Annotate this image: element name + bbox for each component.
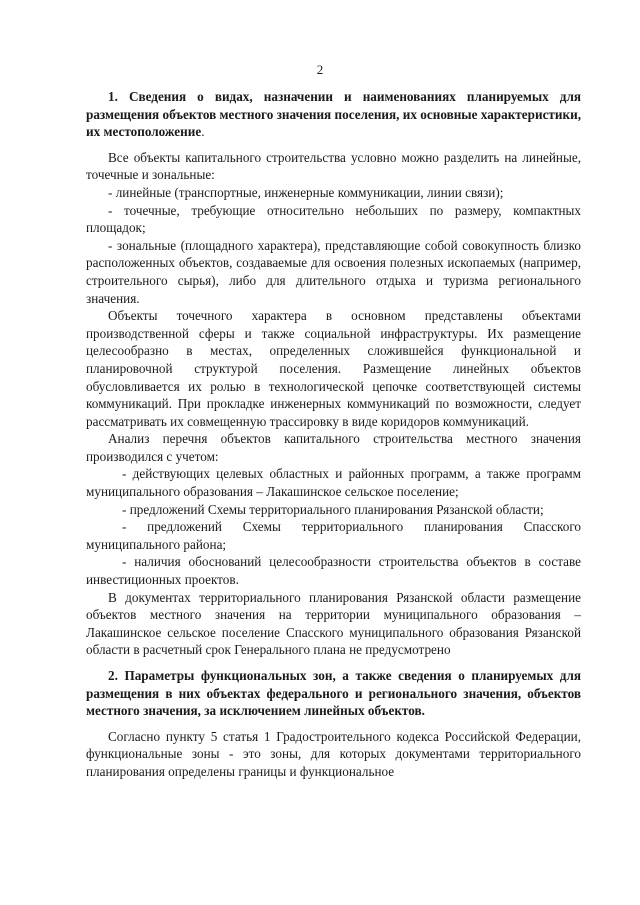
list-item-zonal: - зональные (площадного характера), представляющие собой совокупность близко расположенных объектов, создаваемые для освоения полезных ископаемых (например, строительного сырья), либо для длительного отдыха и туризма регионального значения. xyxy=(86,237,581,306)
section-1-heading-period: . xyxy=(201,124,205,140)
analysis-item-region-scheme: - предложений Схемы территориального планирования Рязанской области; xyxy=(122,501,544,517)
analysis-intro: Анализ перечня объектов капитального строительства местного значения производился с учетом: xyxy=(86,431,581,464)
analysis-item-district-scheme: - предложений Схемы территориального планирования Спасского муниципального района; xyxy=(86,519,581,552)
section-2-heading: 2. Параметры функциональных зон, а также сведения о планируемых для размещения в них объектах федерального и регионального значения, объектов местного значения, за исключением линейных объектов. xyxy=(86,668,581,719)
intro-paragraph: Все объекты капитального строительства условно можно разделить на линейные, точечные и зональные: xyxy=(86,149,581,183)
section-1-heading-text: 1. Сведения о видах, назначении и наименованиях планируемых для размещения объектов местного значения поселения, их основные характеристики, их местоположение xyxy=(86,89,581,140)
page-number: 2 xyxy=(316,62,324,77)
list-item-linear: - линейные (транспортные, инженерные коммуникации, линии связи); xyxy=(108,184,504,200)
analysis-item-programs: - действующих целевых областных и районных программ, а также программ муниципального образования – Лакашинское сельское поселение; xyxy=(86,466,581,500)
point-objects-paragraph: Объекты точечного характера в основном представлены объектами производственной сферы и также социальной инфраструктуры. Их размещение целесообразно в местах, определенных сложившейся функциональной и планировочной структурой поселения. Размещение линейных объектов обусловливается их ролью в технологической цепочке соответствующей системы коммуникаций. При прокладке инженерных коммуникаций по возможности, следует рассматривать их совмещенную трассировку в виде коридоров коммуникаций. xyxy=(86,308,581,429)
conclusion-paragraph: В документах территориального планирования Рязанской области размещение объектов местного значения на территории муниципального образования – Лакашинское сельское поселение Спасского муниципального образования Рязанской области в расчетный срок Генерального плана не предусмотрено xyxy=(86,589,581,658)
list-item-point: - точечные, требующие относительно небольших по размеру, компактных площадок; xyxy=(86,202,581,236)
analysis-item-investment: - наличия обоснований целесообразности строительства объектов в составе инвестиционных проектов. xyxy=(86,554,581,588)
section-1-heading xyxy=(86,88,581,141)
page-content xyxy=(86,88,581,781)
section-2-paragraph: Согласно пункту 5 статья 1 Градостроительного кодекса Российской Федерации, функциональные зоны - это зоны, для которых документами территориального планирования определены границы и функциональное xyxy=(86,728,581,779)
